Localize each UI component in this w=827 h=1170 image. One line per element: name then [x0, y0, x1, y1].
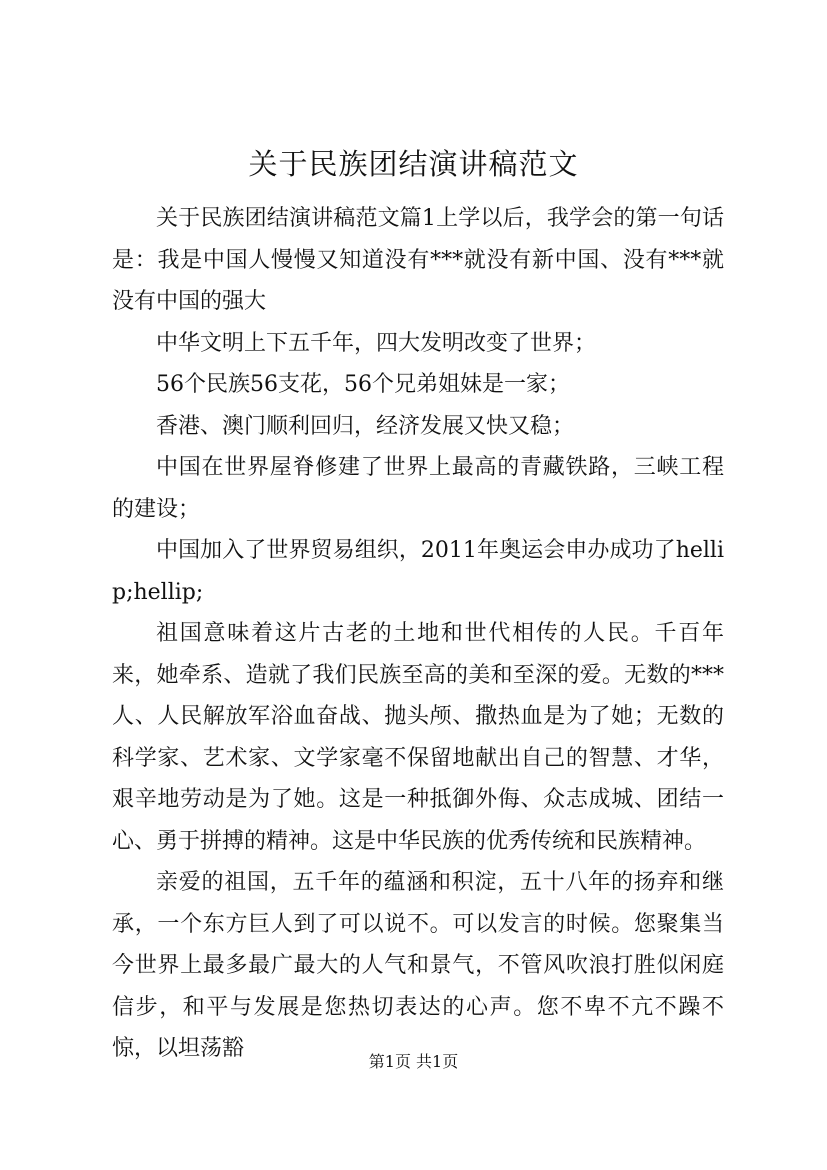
paragraph-8: 亲爱的祖国，五千年的蕴涵和积淀，五十八年的扬弃和继承，一个东方巨人到了可以说不。可以发言的时候。您聚集当今世界上最多最广最大的人气和景气，不管风吹浪打胜似闲庭信步，和平与发展是您热切表达的心声。您不卑不亢不躁不惊，以坦荡豁: [112, 870, 724, 1061]
paragraph-5: 中国在世界屋脊修建了世界上最高的青藏铁路，三峡工程的建设；: [112, 455, 724, 522]
paragraph-2: 中华文明上下五千年，四大发明改变了世界；: [156, 330, 597, 356]
paragraph-3: 56个民族56支花，56个兄弟姐妹是一家；: [156, 372, 570, 397]
paragraph-1: 关于民族团结演讲稿范文篇1上学以后，我学会的第一句话是：我是中国人慢慢又知道没有***就没有新中国、没有***就没有中国的强大: [112, 206, 724, 314]
paragraph-6: 中国加入了世界贸易组织，2011年奥运会申办成功了hellip;hellip;: [112, 538, 724, 605]
document-title: 关于民族团结演讲稿范文: [248, 147, 579, 181]
page-number-footer: 第1页 共1页: [368, 1052, 459, 1071]
paragraph-4: 香港、澳门顺利回归，经济发展又快又稳；: [156, 413, 575, 439]
paragraph-7: 祖国意味着这片古老的土地和世代相传的人民。千百年来，她牵系、造就了我们民族至高的美和至深的爱。无数的***人、人民解放军浴血奋战、抛头颅、撒热血是为了她；无数的科学家、艺术家、文学家毫不保留地献出自己的智慧、才华，艰辛地劳动是为了她。这是一种抵御外侮、众志成城、团结一心、勇于拼搏的精神。这是中华民族的优秀传统和民族精神。: [112, 621, 724, 854]
document-body: [112, 198, 724, 1070]
